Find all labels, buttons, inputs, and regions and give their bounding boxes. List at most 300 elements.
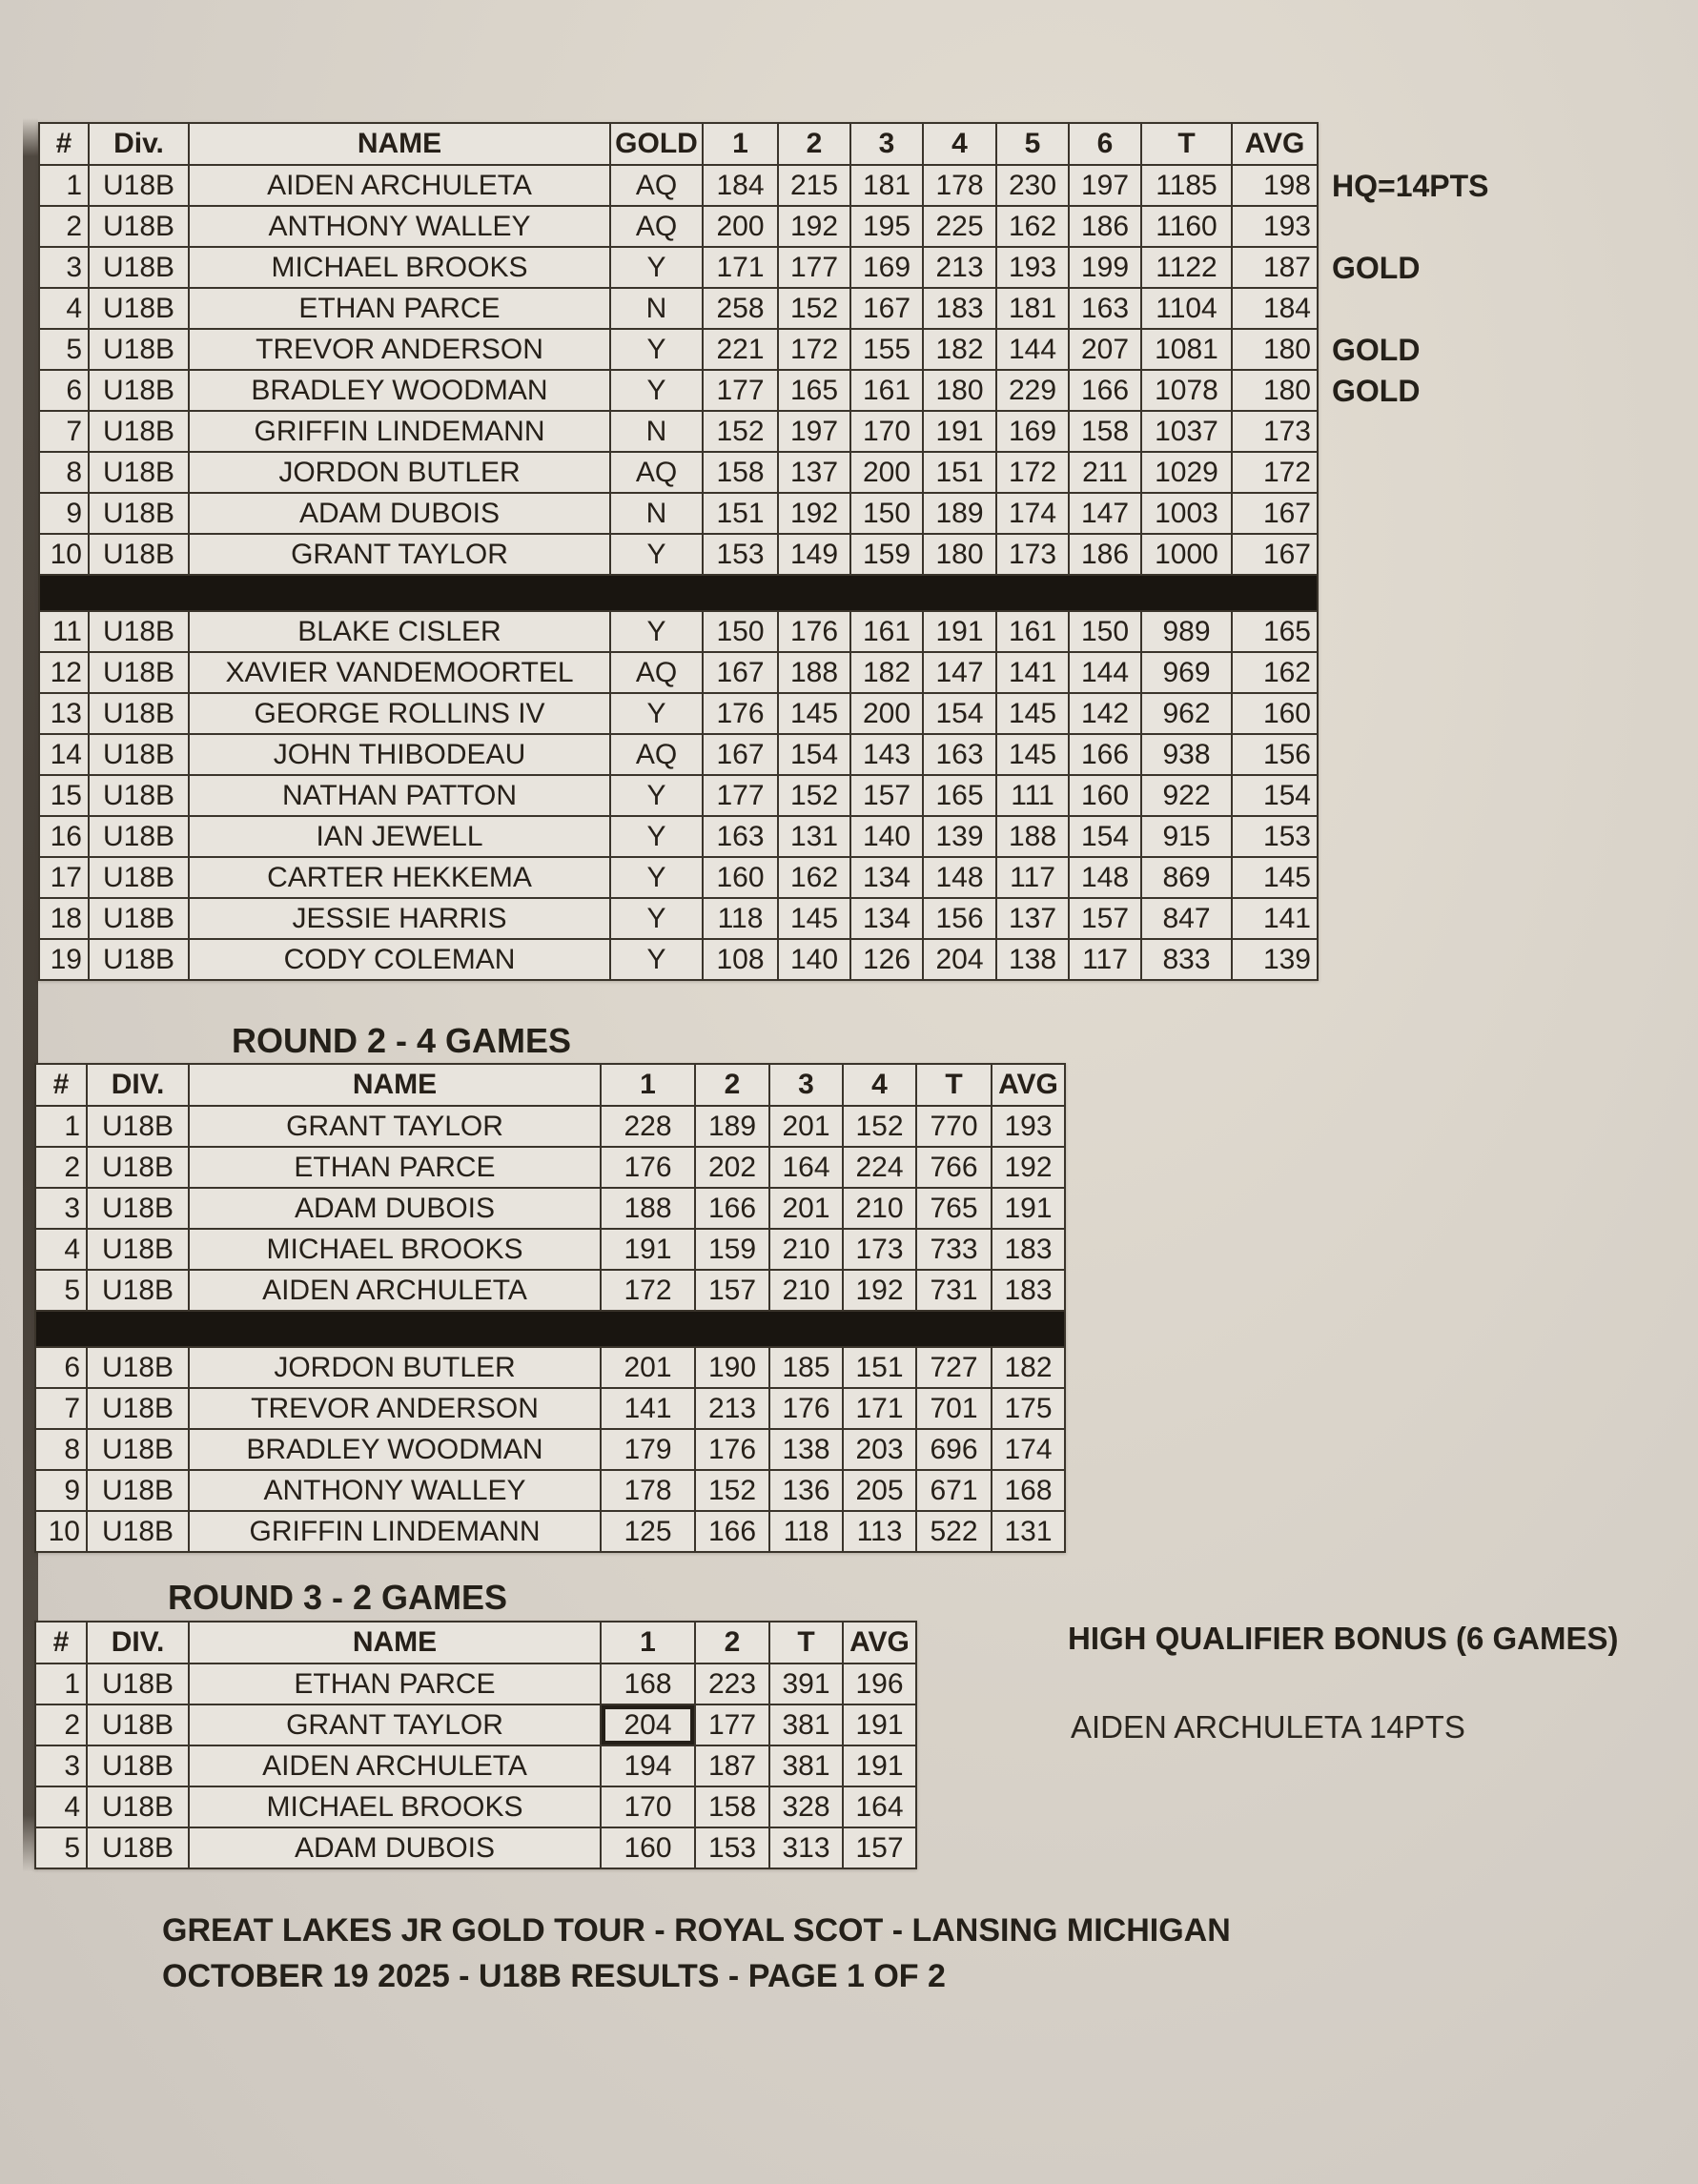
table-cell: U18B — [90, 330, 188, 369]
table-cell: 152 — [779, 776, 849, 815]
table-cell: U18B — [90, 412, 188, 451]
table-cell: 180 — [924, 371, 995, 410]
round2-title: ROUND 2 - 4 GAMES — [232, 1021, 572, 1060]
table-cell: 168 — [602, 1664, 694, 1704]
table-cell: 178 — [924, 166, 995, 205]
table-cell: 167 — [851, 289, 922, 328]
table-cell: 962 — [1142, 694, 1231, 733]
table-cell: U18B — [88, 1430, 188, 1469]
table-cell: 141 — [1233, 899, 1317, 938]
table-cell: 922 — [1142, 776, 1231, 815]
header-cell: 2 — [696, 1623, 768, 1663]
table-cell: U18B — [90, 371, 188, 410]
table-cell: MICHAEL BROOKS — [190, 1230, 600, 1269]
round2-table-wrap — [34, 1063, 1066, 1553]
table-cell: 161 — [851, 612, 922, 651]
table-cell: 3 — [36, 1189, 86, 1228]
table-cell: U18B — [88, 1787, 188, 1827]
table-cell: 117 — [1070, 940, 1140, 979]
table-cell: 150 — [851, 494, 922, 533]
table-cell: 157 — [696, 1271, 768, 1310]
table-cell: 158 — [696, 1787, 768, 1827]
table-cell: 141 — [602, 1389, 694, 1428]
table-cell: 143 — [851, 735, 922, 774]
table-cell: 14 — [40, 735, 88, 774]
table-cell: 215 — [779, 166, 849, 205]
header-cell: 4 — [844, 1065, 915, 1105]
table-cell: 160 — [1233, 694, 1317, 733]
table-cell: 154 — [924, 694, 995, 733]
table-cell: 381 — [770, 1746, 842, 1786]
table-cell: 191 — [924, 412, 995, 451]
table-cell: 152 — [844, 1107, 915, 1146]
table-cell: 3 — [40, 248, 88, 287]
table-cell: 228 — [602, 1107, 694, 1146]
table-cell: 258 — [704, 289, 777, 328]
table-cell: 176 — [696, 1430, 768, 1469]
table-cell: 6 — [40, 371, 88, 410]
table-cell: U18B — [88, 1189, 188, 1228]
table-cell: 915 — [1142, 817, 1231, 856]
table-cell: 230 — [997, 166, 1068, 205]
table-cell: Y — [611, 535, 702, 574]
table-cell: 148 — [924, 858, 995, 897]
table-cell: 2 — [36, 1705, 86, 1745]
table-cell: 141 — [997, 653, 1068, 692]
table-cell: 153 — [704, 535, 777, 574]
header-cell: # — [40, 124, 88, 164]
table-cell: 5 — [36, 1271, 86, 1310]
table-cell: 113 — [844, 1512, 915, 1551]
table-cell: 1078 — [1142, 371, 1231, 410]
table-cell: 177 — [779, 248, 849, 287]
table-cell: 177 — [696, 1705, 768, 1745]
table-cell: Y — [611, 940, 702, 979]
header-cell: 3 — [770, 1065, 842, 1105]
table-cell: 12 — [40, 653, 88, 692]
table-cell: 138 — [770, 1430, 842, 1469]
footer — [162, 1914, 1231, 2006]
table-cell: 1003 — [1142, 494, 1231, 533]
table-cell: 765 — [917, 1189, 991, 1228]
table-cell: 189 — [696, 1107, 768, 1146]
table-cell: AQ — [611, 166, 702, 205]
table-cell: 167 — [704, 653, 777, 692]
table-cell: 198 — [1233, 166, 1317, 205]
table-cell: Y — [611, 858, 702, 897]
table-cell: 144 — [997, 330, 1068, 369]
table-cell: 223 — [696, 1664, 768, 1704]
table-cell: 137 — [779, 453, 849, 492]
table-cell: TREVOR ANDERSON — [190, 330, 609, 369]
table-cell: 186 — [1070, 535, 1140, 574]
table-cell: 200 — [704, 207, 777, 246]
table-cell: 18 — [40, 899, 88, 938]
table-cell: 8 — [40, 453, 88, 492]
table-cell: 168 — [992, 1471, 1064, 1510]
round3-table-wrap — [34, 1621, 917, 1869]
table-cell: 159 — [696, 1230, 768, 1269]
table-cell: 147 — [1070, 494, 1140, 533]
table-cell: 163 — [924, 735, 995, 774]
table-cell: 969 — [1142, 653, 1231, 692]
header-cell: NAME — [190, 1065, 600, 1105]
round3-table — [34, 1621, 917, 1869]
table-cell: CODY COLEMAN — [190, 940, 609, 979]
table-cell: U18B — [90, 248, 188, 287]
table-cell: 1 — [36, 1664, 86, 1704]
table-cell: 202 — [696, 1148, 768, 1187]
table-cell: 847 — [1142, 899, 1231, 938]
table-cell: 1185 — [1142, 166, 1231, 205]
table-cell: N — [611, 412, 702, 451]
table-cell: 183 — [992, 1230, 1064, 1269]
table-cell: 125 — [602, 1512, 694, 1551]
footer-line1: GREAT LAKES JR GOLD TOUR - ROYAL SCOT - LANSING MICHIGAN — [162, 1912, 1231, 1949]
table-cell: AQ — [611, 653, 702, 692]
table-cell: AQ — [611, 735, 702, 774]
table-cell: U18B — [90, 899, 188, 938]
table-cell: 148 — [1070, 858, 1140, 897]
table-cell: 166 — [696, 1189, 768, 1228]
header-cell: GOLD — [611, 124, 702, 164]
table-cell: 207 — [1070, 330, 1140, 369]
table-cell: JOHN THIBODEAU — [190, 735, 609, 774]
table-cell: 733 — [917, 1230, 991, 1269]
table-cell: 193 — [1233, 207, 1317, 246]
table-cell: 157 — [844, 1828, 915, 1868]
table-cell: N — [611, 289, 702, 328]
table-cell: U18B — [88, 1348, 188, 1387]
margin-note: GOLD — [1332, 332, 1421, 367]
table-cell: 9 — [36, 1471, 86, 1510]
table-cell: 182 — [924, 330, 995, 369]
table-cell: 171 — [704, 248, 777, 287]
table-cell: 192 — [779, 207, 849, 246]
table-cell: 177 — [704, 776, 777, 815]
table-cell: 7 — [36, 1389, 86, 1428]
table-cell: 165 — [1233, 612, 1317, 651]
header-cell: T — [917, 1065, 991, 1105]
table-cell: 162 — [779, 858, 849, 897]
header-cell: 1 — [602, 1065, 694, 1105]
table-cell: 191 — [844, 1746, 915, 1786]
table-cell: 199 — [1070, 248, 1140, 287]
table-cell: 174 — [997, 494, 1068, 533]
header-cell: T — [1142, 124, 1231, 164]
table-cell: 203 — [844, 1430, 915, 1469]
table-cell: 161 — [997, 612, 1068, 651]
table-cell: U18B — [90, 694, 188, 733]
table-cell: 164 — [770, 1148, 842, 1187]
table-cell: 161 — [851, 371, 922, 410]
table-cell: 4 — [36, 1230, 86, 1269]
table-cell: GRANT TAYLOR — [190, 1107, 600, 1146]
table-cell: XAVIER VANDEMOORTEL — [190, 653, 609, 692]
table-cell: U18B — [88, 1512, 188, 1551]
table-cell: 210 — [770, 1271, 842, 1310]
table-cell: 167 — [1233, 535, 1317, 574]
header-cell: 1 — [602, 1623, 694, 1663]
table-cell: 136 — [770, 1471, 842, 1510]
table-cell: 182 — [851, 653, 922, 692]
footer-line2: OCTOBER 19 2025 - U18B RESULTS - PAGE 1 OF 2 — [162, 1958, 946, 1994]
table-cell: 16 — [40, 817, 88, 856]
table-cell: U18B — [90, 653, 188, 692]
table-cell: U18B — [90, 166, 188, 205]
table-cell: 201 — [602, 1348, 694, 1387]
table-cell: 1000 — [1142, 535, 1231, 574]
table-cell: 173 — [844, 1230, 915, 1269]
table-cell: 1104 — [1142, 289, 1231, 328]
table-cell: Y — [611, 899, 702, 938]
table-cell: 163 — [704, 817, 777, 856]
table-cell: NATHAN PATTON — [190, 776, 609, 815]
header-cell: 1 — [704, 124, 777, 164]
table-cell: 191 — [602, 1230, 694, 1269]
header-cell: # — [36, 1065, 86, 1105]
table-cell: 180 — [1233, 330, 1317, 369]
separator-bar — [40, 576, 1317, 610]
table-cell: 165 — [779, 371, 849, 410]
table-cell: 192 — [779, 494, 849, 533]
table-cell: 169 — [851, 248, 922, 287]
table-cell: 1081 — [1142, 330, 1231, 369]
table-cell: 194 — [602, 1746, 694, 1786]
table-cell: 181 — [997, 289, 1068, 328]
table-cell: AQ — [611, 207, 702, 246]
table-cell: Y — [611, 248, 702, 287]
table-cell: 153 — [696, 1828, 768, 1868]
table-cell: 188 — [602, 1189, 694, 1228]
table-cell: 147 — [924, 653, 995, 692]
table-cell: U18B — [88, 1664, 188, 1704]
table-cell: 188 — [779, 653, 849, 692]
table-cell: 178 — [602, 1471, 694, 1510]
table-cell: 134 — [851, 858, 922, 897]
table-cell: U18B — [90, 535, 188, 574]
table-cell: 176 — [770, 1389, 842, 1428]
table-cell: 7 — [40, 412, 88, 451]
table-cell: ETHAN PARCE — [190, 289, 609, 328]
table-cell: 159 — [851, 535, 922, 574]
table-cell: 1 — [36, 1107, 86, 1146]
margin-note: GOLD — [1332, 373, 1421, 408]
table-cell: 1029 — [1142, 453, 1231, 492]
table-cell: 191 — [924, 612, 995, 651]
table-cell: 140 — [779, 940, 849, 979]
table-cell: 145 — [779, 899, 849, 938]
table-cell: 131 — [779, 817, 849, 856]
table-cell: 138 — [997, 940, 1068, 979]
table-cell: 118 — [704, 899, 777, 938]
table-cell: 176 — [602, 1148, 694, 1187]
table-cell: 201 — [770, 1107, 842, 1146]
table-cell: 197 — [1070, 166, 1140, 205]
table-cell: 137 — [997, 899, 1068, 938]
table-cell: 131 — [992, 1512, 1064, 1551]
table-cell: 4 — [36, 1787, 86, 1827]
table-cell: 9 — [40, 494, 88, 533]
table-cell: U18B — [88, 1828, 188, 1868]
table-cell: 166 — [1070, 735, 1140, 774]
table-cell: 182 — [992, 1348, 1064, 1387]
header-cell: AVG — [844, 1623, 915, 1663]
table-cell: AIDEN ARCHULETA — [190, 1271, 600, 1310]
table-cell: 111 — [997, 776, 1068, 815]
table-cell: 13 — [40, 694, 88, 733]
table-cell: 192 — [992, 1148, 1064, 1187]
table-cell: 180 — [924, 535, 995, 574]
table-cell: 176 — [704, 694, 777, 733]
header-cell: 3 — [851, 124, 922, 164]
table-cell: 160 — [602, 1828, 694, 1868]
header-cell: NAME — [190, 1623, 600, 1663]
table-cell: 1 — [40, 166, 88, 205]
table-cell: 8 — [36, 1430, 86, 1469]
table-cell: 157 — [851, 776, 922, 815]
table-cell: 151 — [844, 1348, 915, 1387]
table-cell: 1122 — [1142, 248, 1231, 287]
table-cell: 145 — [1233, 858, 1317, 897]
header-cell: AVG — [1233, 124, 1317, 164]
table-cell: 701 — [917, 1389, 991, 1428]
table-cell: 185 — [770, 1348, 842, 1387]
round2-table — [34, 1063, 1066, 1553]
table-cell: 196 — [844, 1664, 915, 1704]
table-cell: AQ — [611, 453, 702, 492]
table-cell: 204 — [924, 940, 995, 979]
table-cell: 162 — [997, 207, 1068, 246]
table-cell: 833 — [1142, 940, 1231, 979]
table-cell: 213 — [696, 1389, 768, 1428]
table-cell: N — [611, 494, 702, 533]
table-cell: 17 — [40, 858, 88, 897]
table-cell: Y — [611, 694, 702, 733]
table-cell: 172 — [779, 330, 849, 369]
table-cell: 108 — [704, 940, 777, 979]
table-cell: 158 — [704, 453, 777, 492]
table-cell: 180 — [1233, 371, 1317, 410]
table-cell: U18B — [90, 207, 188, 246]
table-cell: 191 — [844, 1705, 915, 1745]
table-cell: CARTER HEKKEMA — [190, 858, 609, 897]
table-cell: BRADLEY WOODMAN — [190, 371, 609, 410]
table-cell: 149 — [779, 535, 849, 574]
header-cell: 4 — [924, 124, 995, 164]
table-cell: 671 — [917, 1471, 991, 1510]
table-cell: U18B — [88, 1389, 188, 1428]
table-cell: 151 — [704, 494, 777, 533]
table-cell: 213 — [924, 248, 995, 287]
table-cell: 156 — [924, 899, 995, 938]
table-cell: ETHAN PARCE — [190, 1148, 600, 1187]
round3-title: ROUND 3 - 2 GAMES — [168, 1578, 508, 1617]
table-cell: 184 — [704, 166, 777, 205]
table-cell: 170 — [602, 1787, 694, 1827]
table-cell: 989 — [1142, 612, 1231, 651]
table-cell: ETHAN PARCE — [190, 1664, 600, 1704]
table-cell: ANTHONY WALLEY — [190, 207, 609, 246]
table-cell: 152 — [704, 412, 777, 451]
table-cell: 696 — [917, 1430, 991, 1469]
table-cell: 170 — [851, 412, 922, 451]
header-cell: AVG — [992, 1065, 1064, 1105]
high-qualifier-winner: AIDEN ARCHULETA 14PTS — [1071, 1709, 1465, 1745]
table-cell: 166 — [696, 1512, 768, 1551]
table-cell: 140 — [851, 817, 922, 856]
table-cell: GRIFFIN LINDEMANN — [190, 1512, 600, 1551]
table-cell: 193 — [992, 1107, 1064, 1146]
header-cell: T — [770, 1623, 842, 1663]
table-cell: U18B — [90, 289, 188, 328]
table-cell: 152 — [779, 289, 849, 328]
table-cell: 191 — [992, 1189, 1064, 1228]
table-cell: AIDEN ARCHULETA — [190, 166, 609, 205]
table-cell: 156 — [1233, 735, 1317, 774]
table-cell: 5 — [36, 1828, 86, 1868]
table-cell: ANTHONY WALLEY — [190, 1471, 600, 1510]
table-cell: Y — [611, 776, 702, 815]
table-cell: U18B — [88, 1471, 188, 1510]
table-cell: 181 — [851, 166, 922, 205]
table-cell: 4 — [40, 289, 88, 328]
table-cell: 2 — [40, 207, 88, 246]
header-cell: 2 — [696, 1065, 768, 1105]
table-cell: 201 — [770, 1189, 842, 1228]
table-cell: 190 — [696, 1348, 768, 1387]
table-cell: 15 — [40, 776, 88, 815]
table-cell: 162 — [1233, 653, 1317, 692]
table-cell: 172 — [602, 1271, 694, 1310]
table-cell: AIDEN ARCHULETA — [190, 1746, 600, 1786]
table-cell: GRIFFIN LINDEMANN — [190, 412, 609, 451]
table-cell: U18B — [88, 1230, 188, 1269]
table-cell: 176 — [779, 612, 849, 651]
table-cell: 154 — [1233, 776, 1317, 815]
table-cell: U18B — [88, 1148, 188, 1187]
table-cell: 11 — [40, 612, 88, 651]
table-cell: 200 — [851, 694, 922, 733]
table-cell: U18B — [90, 735, 188, 774]
table-cell: 145 — [779, 694, 849, 733]
margin-note: HQ=14PTS — [1332, 168, 1489, 203]
table-cell: 172 — [997, 453, 1068, 492]
table-cell: 187 — [1233, 248, 1317, 287]
round1-table-wrap — [38, 122, 1489, 981]
margin-note: GOLD — [1332, 250, 1421, 285]
table-cell: 5 — [40, 330, 88, 369]
table-cell: 210 — [770, 1230, 842, 1269]
table-cell: U18B — [88, 1705, 188, 1745]
table-cell: 183 — [992, 1271, 1064, 1310]
header-cell: NAME — [190, 124, 609, 164]
table-cell: U18B — [90, 612, 188, 651]
table-cell: 167 — [704, 735, 777, 774]
table-cell: Y — [611, 371, 702, 410]
table-cell: 173 — [997, 535, 1068, 574]
table-cell: 938 — [1142, 735, 1231, 774]
table-cell: 211 — [1070, 453, 1140, 492]
table-cell: 174 — [992, 1430, 1064, 1469]
table-cell: GRANT TAYLOR — [190, 535, 609, 574]
table-cell: U18B — [90, 453, 188, 492]
header-cell: Div. — [90, 124, 188, 164]
table-cell: 164 — [844, 1787, 915, 1827]
table-cell: 381 — [770, 1705, 842, 1745]
table-cell: 19 — [40, 940, 88, 979]
table-cell: 154 — [1070, 817, 1140, 856]
